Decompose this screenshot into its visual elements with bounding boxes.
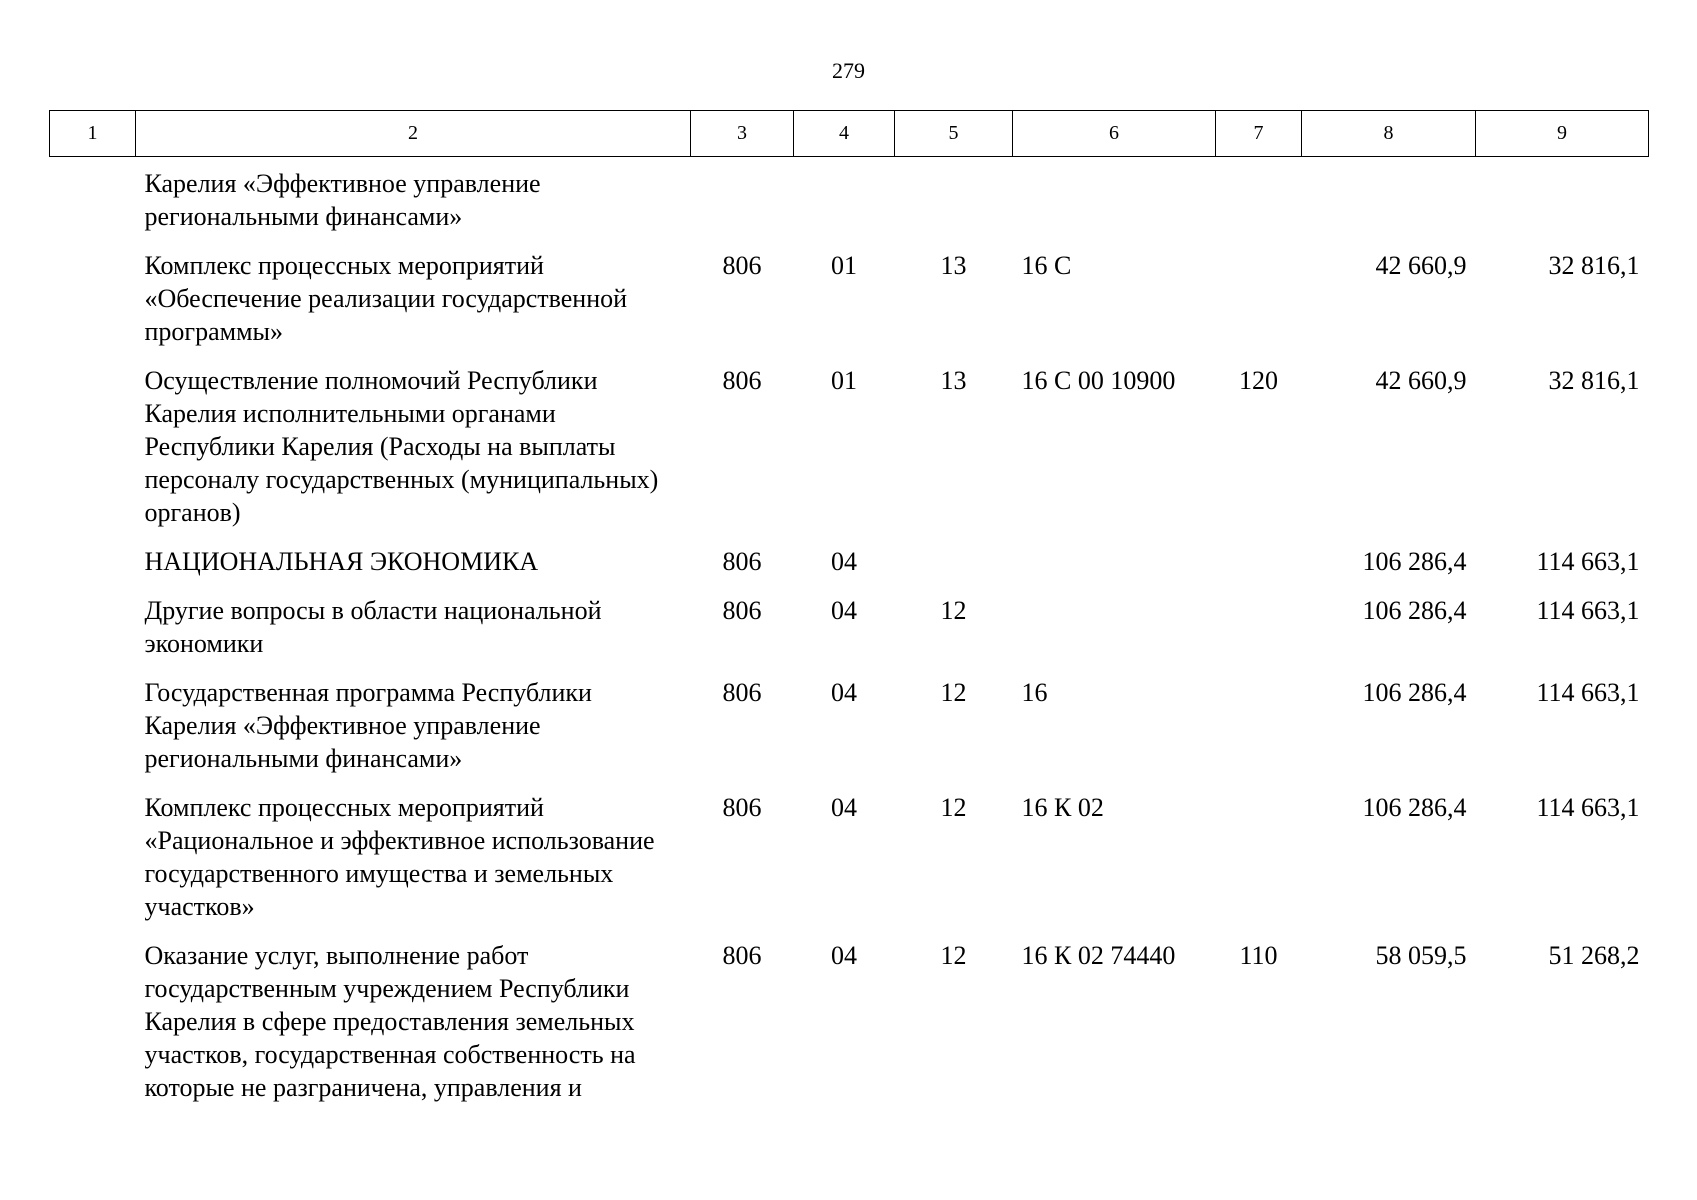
cell-ministry-code: 806 — [722, 251, 762, 280]
cell-amount-1: 58 059,5 — [1375, 941, 1467, 970]
cell-expense-type-code: 110 — [1239, 941, 1278, 970]
cell-target-item-code: 16 К 02 — [1021, 793, 1104, 822]
cell-empty — [50, 545, 136, 594]
cell-empty — [50, 791, 136, 939]
column-header-3: 3 — [691, 111, 794, 157]
cell-subsection-code: 13 — [940, 251, 967, 280]
cell-ministry-code: 806 — [722, 596, 762, 625]
column-header-2: 2 — [136, 111, 691, 157]
column-header-4: 4 — [794, 111, 895, 157]
cell-section-code: 04 — [831, 793, 857, 822]
cell-empty — [50, 157, 136, 250]
cell-target-item-code — [1013, 545, 1216, 594]
table-row — [50, 791, 1649, 939]
cell-name: Осуществление полномочий Республики Карелия исполнительными органами Республики Карелия (Расходы на выплаты персоналу государственных (муниципальных) органов) — [144, 366, 659, 527]
cell-amount-1: 42 660,9 — [1375, 251, 1467, 280]
cell-empty — [50, 249, 136, 364]
cell-ministry-code: 806 — [722, 678, 762, 707]
cell-empty — [50, 676, 136, 791]
cell-amount-2: 32 816,1 — [1548, 251, 1640, 280]
cell-amount-1 — [1302, 157, 1476, 250]
cell-name: Другие вопросы в области национальной экономики — [144, 596, 602, 658]
cell-name: Комплекс процессных мероприятий «Обеспечение реализации государственной программы» — [144, 251, 628, 346]
cell-name: Оказание услуг, выполнение работ государственным учреждением Республики Карелия в сфере предоставления земельных участков, государственная собственность на которые не разграничена, управления и — [144, 941, 636, 1102]
column-header-9: 9 — [1476, 111, 1649, 157]
cell-section-code: 04 — [831, 547, 857, 576]
page-number: 279 — [832, 58, 865, 83]
column-header-7: 7 — [1216, 111, 1302, 157]
table-row — [50, 364, 1649, 545]
cell-amount-1: 106 286,4 — [1362, 596, 1467, 625]
cell-amount-2: 114 663,1 — [1536, 547, 1640, 576]
cell-amount-2: 114 663,1 — [1536, 596, 1640, 625]
cell-subsection-code — [895, 157, 1013, 250]
cell-target-item-code: 16 К 02 74440 — [1021, 941, 1176, 970]
column-header-1: 1 — [50, 111, 136, 157]
table-row — [50, 157, 1649, 250]
table-row — [50, 594, 1649, 676]
table-row — [50, 545, 1649, 594]
cell-name: Государственная программа Республики Карелия «Эффективное управление региональными финансами» — [144, 678, 592, 773]
cell-subsection-code: 12 — [940, 596, 967, 625]
cell-amount-1: 106 286,4 — [1362, 547, 1467, 576]
table-row — [50, 939, 1649, 1120]
cell-expense-type-code — [1216, 676, 1302, 791]
cell-target-item-code — [1013, 594, 1216, 676]
cell-expense-type-code — [1216, 594, 1302, 676]
cell-subsection-code: 13 — [940, 366, 967, 395]
cell-expense-type-code — [1216, 157, 1302, 250]
cell-empty — [50, 364, 136, 545]
cell-amount-1: 42 660,9 — [1375, 366, 1467, 395]
cell-section-code: 04 — [831, 941, 857, 970]
cell-amount-1: 106 286,4 — [1362, 793, 1467, 822]
cell-section-code: 01 — [831, 366, 857, 395]
cell-amount-2 — [1476, 157, 1649, 250]
cell-name: НАЦИОНАЛЬНАЯ ЭКОНОМИКА — [144, 547, 539, 576]
cell-amount-1: 106 286,4 — [1362, 678, 1467, 707]
cell-expense-type-code — [1216, 249, 1302, 364]
cell-ministry-code: 806 — [722, 793, 762, 822]
cell-name: Комплекс процессных мероприятий «Рациональное и эффективное использование государственного имущества и земельных участков» — [144, 793, 655, 921]
cell-amount-2: 114 663,1 — [1536, 793, 1640, 822]
cell-target-item-code: 16 — [1021, 678, 1048, 707]
table-header-row — [50, 111, 1649, 157]
cell-ministry-code — [691, 157, 794, 250]
cell-ministry-code: 806 — [722, 366, 762, 395]
cell-amount-2: 32 816,1 — [1548, 366, 1640, 395]
cell-empty — [50, 594, 136, 676]
cell-target-item-code — [1013, 157, 1216, 250]
column-header-6: 6 — [1013, 111, 1216, 157]
cell-expense-type-code — [1216, 791, 1302, 939]
column-header-8: 8 — [1302, 111, 1476, 157]
table-row — [50, 676, 1649, 791]
cell-section-code — [794, 157, 895, 250]
cell-section-code: 04 — [831, 596, 857, 625]
cell-subsection-code: 12 — [940, 941, 967, 970]
budget-table — [49, 110, 1649, 1120]
cell-expense-type-code — [1216, 545, 1302, 594]
cell-empty — [50, 939, 136, 1120]
cell-subsection-code — [895, 545, 1013, 594]
cell-amount-2: 114 663,1 — [1536, 678, 1640, 707]
table-row — [50, 249, 1649, 364]
cell-ministry-code: 806 — [722, 547, 762, 576]
cell-target-item-code: 16 С 00 10900 — [1021, 366, 1176, 395]
cell-target-item-code: 16 С — [1021, 251, 1072, 280]
cell-section-code: 04 — [831, 678, 857, 707]
cell-subsection-code: 12 — [940, 678, 967, 707]
cell-section-code: 01 — [831, 251, 857, 280]
cell-amount-2: 51 268,2 — [1548, 941, 1640, 970]
cell-subsection-code: 12 — [940, 793, 967, 822]
cell-expense-type-code: 120 — [1239, 366, 1278, 395]
column-header-5: 5 — [895, 111, 1013, 157]
cell-ministry-code: 806 — [722, 941, 762, 970]
cell-name: Карелия «Эффективное управление региональными финансами» — [144, 169, 541, 231]
